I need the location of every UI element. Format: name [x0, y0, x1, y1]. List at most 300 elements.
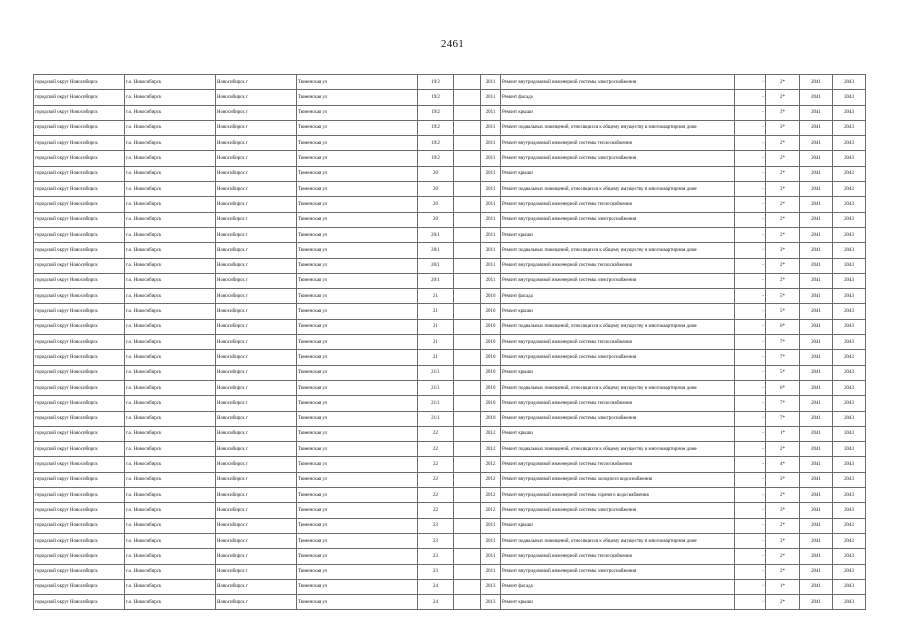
- cell-marker: -: [735, 579, 766, 594]
- cell-settlement: Новосибирск г: [216, 136, 297, 151]
- cell-work-type: Ремонт крыши: [501, 595, 735, 610]
- cell-start-year: 2041: [800, 350, 833, 365]
- cell-municipality: г.о. Новосибирск: [125, 533, 216, 548]
- cell-house-number: 20: [418, 166, 454, 181]
- cell-end-year: 2043: [833, 166, 866, 181]
- cell-street: Тюменская ул: [297, 472, 418, 487]
- cell-street: Тюменская ул: [297, 350, 418, 365]
- cell-district: городской округ Новосибирск: [34, 426, 125, 441]
- cell-house-number: 24: [418, 579, 454, 594]
- cell-marker: -: [735, 120, 766, 135]
- cell-district: городской округ Новосибирск: [34, 227, 125, 242]
- cell-settlement: Новосибирск г: [216, 380, 297, 395]
- cell-marker: -: [735, 227, 766, 242]
- cell-end-year: 2043: [833, 579, 866, 594]
- cell-street: Тюменская ул: [297, 442, 418, 457]
- cell-district: городской округ Новосибирск: [34, 335, 125, 350]
- cell-settlement: Новосибирск г: [216, 549, 297, 564]
- cell-municipality: г.о. Новосибирск: [125, 595, 216, 610]
- cell-priority: 2*: [766, 273, 800, 288]
- cell-settlement: Новосибирск г: [216, 212, 297, 227]
- cell-house-number: 21/1: [418, 396, 454, 411]
- cell-municipality: г.о. Новосибирск: [125, 472, 216, 487]
- cell-priority: 3*: [766, 120, 800, 135]
- cell-street: Тюменская ул: [297, 564, 418, 579]
- cell-street: Тюменская ул: [297, 90, 418, 105]
- cell-start-year: 2041: [800, 380, 833, 395]
- cell-priority: 2*: [766, 595, 800, 610]
- cell-street: Тюменская ул: [297, 365, 418, 380]
- cell-building: [454, 120, 481, 135]
- cell-municipality: г.о. Новосибирск: [125, 426, 216, 441]
- cell-priority: 7*: [766, 411, 800, 426]
- cell-district: городской округ Новосибирск: [34, 319, 125, 334]
- cell-street: Тюменская ул: [297, 273, 418, 288]
- cell-district: городской округ Новосибирск: [34, 273, 125, 288]
- cell-year-commissioned: 2012: [481, 442, 501, 457]
- table-row: [34, 488, 866, 503]
- cell-settlement: Новосибирск г: [216, 227, 297, 242]
- cell-work-type: Ремонт внутридомовой инженерной системы электроснабжения: [501, 212, 735, 227]
- cell-marker: -: [735, 396, 766, 411]
- cell-municipality: г.о. Новосибирск: [125, 396, 216, 411]
- cell-municipality: г.о. Новосибирск: [125, 227, 216, 242]
- cell-start-year: 2041: [800, 151, 833, 166]
- cell-priority: 2*: [766, 136, 800, 151]
- cell-year-commissioned: 2011: [481, 212, 501, 227]
- cell-end-year: 2043: [833, 442, 866, 457]
- cell-house-number: 21/1: [418, 380, 454, 395]
- cell-end-year: 2043: [833, 549, 866, 564]
- cell-municipality: г.о. Новосибирск: [125, 457, 216, 472]
- cell-year-commissioned: 2013: [481, 579, 501, 594]
- cell-marker: -: [735, 564, 766, 579]
- cell-house-number: 21: [418, 335, 454, 350]
- cell-settlement: Новосибирск г: [216, 457, 297, 472]
- cell-start-year: 2041: [800, 518, 833, 533]
- table-row: [34, 442, 866, 457]
- cell-house-number: 23: [418, 533, 454, 548]
- cell-district: городской округ Новосибирск: [34, 595, 125, 610]
- cell-district: городской округ Новосибирск: [34, 579, 125, 594]
- cell-work-type: Ремонт крыши: [501, 227, 735, 242]
- cell-priority: 2*: [766, 197, 800, 212]
- table-row: [34, 90, 866, 105]
- cell-priority: 2*: [766, 151, 800, 166]
- cell-end-year: 2043: [833, 289, 866, 304]
- cell-municipality: г.о. Новосибирск: [125, 273, 216, 288]
- cell-priority: 2*: [766, 212, 800, 227]
- cell-year-commissioned: 2012: [481, 472, 501, 487]
- cell-year-commissioned: 2012: [481, 488, 501, 503]
- cell-settlement: Новосибирск г: [216, 182, 297, 197]
- cell-settlement: Новосибирск г: [216, 243, 297, 258]
- cell-house-number: 22: [418, 457, 454, 472]
- cell-settlement: Новосибирск г: [216, 365, 297, 380]
- cell-building: [454, 197, 481, 212]
- cell-building: [454, 457, 481, 472]
- cell-start-year: 2041: [800, 442, 833, 457]
- cell-street: Тюменская ул: [297, 182, 418, 197]
- cell-year-commissioned: 2010: [481, 335, 501, 350]
- cell-start-year: 2041: [800, 396, 833, 411]
- cell-end-year: 2043: [833, 258, 866, 273]
- cell-house-number: 22: [418, 488, 454, 503]
- table-row: [34, 197, 866, 212]
- cell-start-year: 2041: [800, 488, 833, 503]
- cell-district: городской округ Новосибирск: [34, 503, 125, 518]
- cell-settlement: Новосибирск г: [216, 75, 297, 90]
- cell-start-year: 2041: [800, 457, 833, 472]
- cell-house-number: 22: [418, 442, 454, 457]
- cell-work-type: Ремонт внутридомовой инженерной системы теплоснабжения: [501, 197, 735, 212]
- cell-district: городской округ Новосибирск: [34, 442, 125, 457]
- cell-work-type: Ремонт внутридомовой инженерной системы электроснабжения: [501, 564, 735, 579]
- cell-building: [454, 151, 481, 166]
- cell-marker: -: [735, 166, 766, 181]
- cell-work-type: Ремонт подвальных помещений, относящихся к общему имуществу в многоквартирном доме: [501, 319, 735, 334]
- cell-settlement: Новосибирск г: [216, 396, 297, 411]
- cell-settlement: Новосибирск г: [216, 335, 297, 350]
- cell-house-number: 19/2: [418, 75, 454, 90]
- cell-marker: -: [735, 289, 766, 304]
- cell-year-commissioned: 2011: [481, 75, 501, 90]
- cell-end-year: 2043: [833, 227, 866, 242]
- cell-start-year: 2041: [800, 595, 833, 610]
- cell-house-number: 21/1: [418, 411, 454, 426]
- cell-priority: 4*: [766, 457, 800, 472]
- cell-year-commissioned: 2011: [481, 273, 501, 288]
- cell-municipality: г.о. Новосибирск: [125, 503, 216, 518]
- cell-district: городской округ Новосибирск: [34, 365, 125, 380]
- cell-building: [454, 442, 481, 457]
- cell-priority: 3*: [766, 105, 800, 120]
- cell-work-type: Ремонт внутридомовой инженерной системы теплоснабжения: [501, 396, 735, 411]
- table-row: [34, 579, 866, 594]
- cell-marker: -: [735, 549, 766, 564]
- cell-priority: 5*: [766, 365, 800, 380]
- cell-street: Тюменская ул: [297, 335, 418, 350]
- cell-start-year: 2041: [800, 503, 833, 518]
- cell-end-year: 2043: [833, 182, 866, 197]
- cell-district: городской округ Новосибирск: [34, 549, 125, 564]
- cell-start-year: 2041: [800, 319, 833, 334]
- cell-start-year: 2041: [800, 335, 833, 350]
- cell-street: Тюменская ул: [297, 396, 418, 411]
- table-row: [34, 166, 866, 181]
- cell-street: Тюменская ул: [297, 243, 418, 258]
- table-row: [34, 350, 866, 365]
- cell-settlement: Новосибирск г: [216, 90, 297, 105]
- cell-settlement: Новосибирск г: [216, 411, 297, 426]
- cell-building: [454, 182, 481, 197]
- cell-building: [454, 595, 481, 610]
- cell-settlement: Новосибирск г: [216, 166, 297, 181]
- cell-settlement: Новосибирск г: [216, 105, 297, 120]
- cell-year-commissioned: 2011: [481, 90, 501, 105]
- cell-municipality: г.о. Новосибирск: [125, 304, 216, 319]
- cell-marker: -: [735, 365, 766, 380]
- table-row: [34, 75, 866, 90]
- cell-priority: 6*: [766, 319, 800, 334]
- cell-end-year: 2043: [833, 136, 866, 151]
- cell-municipality: г.о. Новосибирск: [125, 411, 216, 426]
- table-row: [34, 243, 866, 258]
- cell-house-number: 20: [418, 182, 454, 197]
- cell-start-year: 2041: [800, 182, 833, 197]
- cell-work-type: Ремонт внутридомовой инженерной системы электроснабжения: [501, 503, 735, 518]
- cell-priority: 3*: [766, 243, 800, 258]
- cell-district: городской округ Новосибирск: [34, 457, 125, 472]
- cell-priority: 5*: [766, 289, 800, 304]
- table-row: [34, 426, 866, 441]
- cell-marker: -: [735, 488, 766, 503]
- cell-start-year: 2041: [800, 273, 833, 288]
- cell-start-year: 2041: [800, 227, 833, 242]
- cell-work-type: Ремонт подвальных помещений, относящихся к общему имуществу в многоквартирном доме: [501, 243, 735, 258]
- table-row: [34, 503, 866, 518]
- cell-work-type: Ремонт фасада: [501, 579, 735, 594]
- cell-priority: 2*: [766, 227, 800, 242]
- cell-municipality: г.о. Новосибирск: [125, 75, 216, 90]
- cell-start-year: 2041: [800, 90, 833, 105]
- cell-municipality: г.о. Новосибирск: [125, 442, 216, 457]
- cell-street: Тюменская ул: [297, 258, 418, 273]
- cell-start-year: 2041: [800, 289, 833, 304]
- cell-building: [454, 426, 481, 441]
- cell-building: [454, 335, 481, 350]
- cell-work-type: Ремонт крыши: [501, 166, 735, 181]
- cell-year-commissioned: 2011: [481, 518, 501, 533]
- cell-marker: -: [735, 212, 766, 227]
- cell-marker: -: [735, 503, 766, 518]
- cell-municipality: г.о. Новосибирск: [125, 289, 216, 304]
- cell-street: Тюменская ул: [297, 120, 418, 135]
- cell-year-commissioned: 2010: [481, 289, 501, 304]
- cell-work-type: Ремонт внутридомовой инженерной системы электроснабжения: [501, 411, 735, 426]
- cell-settlement: Новосибирск г: [216, 151, 297, 166]
- cell-municipality: г.о. Новосибирск: [125, 243, 216, 258]
- table-row: [34, 105, 866, 120]
- cell-district: городской округ Новосибирск: [34, 75, 125, 90]
- cell-marker: -: [735, 273, 766, 288]
- cell-district: городской округ Новосибирск: [34, 533, 125, 548]
- cell-district: городской округ Новосибирск: [34, 304, 125, 319]
- cell-work-type: Ремонт фасада: [501, 289, 735, 304]
- cell-street: Тюменская ул: [297, 426, 418, 441]
- cell-street: Тюменская ул: [297, 75, 418, 90]
- cell-year-commissioned: 2010: [481, 350, 501, 365]
- cell-house-number: 22: [418, 503, 454, 518]
- cell-municipality: г.о. Новосибирск: [125, 197, 216, 212]
- cell-settlement: Новосибирск г: [216, 273, 297, 288]
- cell-building: [454, 472, 481, 487]
- cell-end-year: 2043: [833, 472, 866, 487]
- cell-house-number: 19/2: [418, 90, 454, 105]
- cell-district: городской округ Новосибирск: [34, 488, 125, 503]
- cell-district: городской округ Новосибирск: [34, 136, 125, 151]
- cell-district: городской округ Новосибирск: [34, 151, 125, 166]
- cell-end-year: 2043: [833, 564, 866, 579]
- cell-end-year: 2043: [833, 488, 866, 503]
- table-row: [34, 549, 866, 564]
- cell-municipality: г.о. Новосибирск: [125, 105, 216, 120]
- table-row: [34, 120, 866, 135]
- table-row: [34, 227, 866, 242]
- cell-building: [454, 488, 481, 503]
- cell-municipality: г.о. Новосибирск: [125, 258, 216, 273]
- cell-municipality: г.о. Новосибирск: [125, 549, 216, 564]
- cell-marker: -: [735, 151, 766, 166]
- cell-street: Тюменская ул: [297, 579, 418, 594]
- cell-house-number: 20/1: [418, 258, 454, 273]
- cell-street: Тюменская ул: [297, 411, 418, 426]
- cell-municipality: г.о. Новосибирск: [125, 136, 216, 151]
- cell-work-type: Ремонт подвальных помещений, относящихся к общему имуществу в многоквартирном доме: [501, 442, 735, 457]
- cell-district: городской округ Новосибирск: [34, 166, 125, 181]
- cell-building: [454, 90, 481, 105]
- table-row: [34, 472, 866, 487]
- cell-work-type: Ремонт крыши: [501, 426, 735, 441]
- table-row: [34, 151, 866, 166]
- cell-marker: -: [735, 442, 766, 457]
- cell-work-type: Ремонт подвальных помещений, относящихся к общему имуществу в многоквартирном доме: [501, 120, 735, 135]
- cell-street: Тюменская ул: [297, 166, 418, 181]
- repair-schedule-table: [33, 74, 866, 610]
- cell-district: городской округ Новосибирск: [34, 182, 125, 197]
- cell-year-commissioned: 2012: [481, 503, 501, 518]
- cell-street: Тюменская ул: [297, 227, 418, 242]
- cell-start-year: 2041: [800, 105, 833, 120]
- cell-marker: -: [735, 243, 766, 258]
- cell-work-type: Ремонт внутридомовой инженерной системы холодного водоснабжения: [501, 472, 735, 487]
- cell-priority: 7*: [766, 350, 800, 365]
- cell-street: Тюменская ул: [297, 151, 418, 166]
- cell-priority: 2*: [766, 258, 800, 273]
- cell-district: городской округ Новосибирск: [34, 212, 125, 227]
- cell-building: [454, 411, 481, 426]
- cell-district: городской округ Новосибирск: [34, 396, 125, 411]
- cell-year-commissioned: 2011: [481, 166, 501, 181]
- cell-year-commissioned: 2010: [481, 411, 501, 426]
- cell-work-type: Ремонт внутридомовой инженерной системы электроснабжения: [501, 75, 735, 90]
- cell-building: [454, 243, 481, 258]
- cell-district: городской округ Новосибирск: [34, 564, 125, 579]
- cell-settlement: Новосибирск г: [216, 488, 297, 503]
- page-number: 2461: [440, 38, 465, 50]
- cell-settlement: Новосибирск г: [216, 304, 297, 319]
- cell-street: Тюменская ул: [297, 457, 418, 472]
- cell-start-year: 2041: [800, 75, 833, 90]
- cell-settlement: Новосибирск г: [216, 533, 297, 548]
- cell-priority: 7*: [766, 335, 800, 350]
- cell-marker: -: [735, 595, 766, 610]
- cell-building: [454, 365, 481, 380]
- table-row: [34, 335, 866, 350]
- table-row: [34, 411, 866, 426]
- cell-year-commissioned: 2011: [481, 549, 501, 564]
- cell-house-number: 21: [418, 319, 454, 334]
- cell-end-year: 2043: [833, 212, 866, 227]
- cell-building: [454, 75, 481, 90]
- cell-priority: 3*: [766, 182, 800, 197]
- cell-year-commissioned: 2012: [481, 457, 501, 472]
- table-row: [34, 396, 866, 411]
- cell-start-year: 2041: [800, 136, 833, 151]
- table-row: [34, 457, 866, 472]
- cell-work-type: Ремонт подвальных помещений, относящихся к общему имуществу в многоквартирном доме: [501, 533, 735, 548]
- cell-end-year: 2043: [833, 304, 866, 319]
- cell-house-number: 19/2: [418, 105, 454, 120]
- cell-municipality: г.о. Новосибирск: [125, 212, 216, 227]
- cell-end-year: 2043: [833, 380, 866, 395]
- cell-end-year: 2043: [833, 197, 866, 212]
- cell-end-year: 2043: [833, 350, 866, 365]
- cell-building: [454, 105, 481, 120]
- cell-district: городской округ Новосибирск: [34, 258, 125, 273]
- cell-end-year: 2043: [833, 533, 866, 548]
- cell-year-commissioned: 2011: [481, 258, 501, 273]
- cell-municipality: г.о. Новосибирск: [125, 380, 216, 395]
- cell-settlement: Новосибирск г: [216, 472, 297, 487]
- cell-start-year: 2041: [800, 197, 833, 212]
- cell-municipality: г.о. Новосибирск: [125, 319, 216, 334]
- cell-priority: 2*: [766, 166, 800, 181]
- cell-priority: 2*: [766, 90, 800, 105]
- cell-work-type: Ремонт крыши: [501, 105, 735, 120]
- cell-year-commissioned: 2011: [481, 151, 501, 166]
- cell-priority: 2*: [766, 518, 800, 533]
- cell-building: [454, 380, 481, 395]
- cell-building: [454, 304, 481, 319]
- cell-marker: -: [735, 350, 766, 365]
- cell-end-year: 2043: [833, 120, 866, 135]
- cell-priority: 2*: [766, 75, 800, 90]
- cell-municipality: г.о. Новосибирск: [125, 518, 216, 533]
- cell-priority: 1*: [766, 579, 800, 594]
- cell-marker: -: [735, 197, 766, 212]
- cell-start-year: 2041: [800, 243, 833, 258]
- cell-priority: 2*: [766, 442, 800, 457]
- cell-start-year: 2041: [800, 472, 833, 487]
- cell-settlement: Новосибирск г: [216, 442, 297, 457]
- cell-year-commissioned: 2010: [481, 380, 501, 395]
- cell-year-commissioned: 2010: [481, 365, 501, 380]
- cell-marker: -: [735, 457, 766, 472]
- cell-start-year: 2041: [800, 166, 833, 181]
- cell-settlement: Новосибирск г: [216, 289, 297, 304]
- cell-municipality: г.о. Новосибирск: [125, 579, 216, 594]
- cell-municipality: г.о. Новосибирск: [125, 90, 216, 105]
- cell-priority: 2*: [766, 549, 800, 564]
- cell-settlement: Новосибирск г: [216, 564, 297, 579]
- cell-house-number: 23: [418, 564, 454, 579]
- cell-settlement: Новосибирск г: [216, 426, 297, 441]
- table-row: [34, 289, 866, 304]
- cell-house-number: 20/1: [418, 273, 454, 288]
- cell-marker: -: [735, 182, 766, 197]
- table-row: [34, 182, 866, 197]
- cell-marker: -: [735, 136, 766, 151]
- cell-settlement: Новосибирск г: [216, 350, 297, 365]
- cell-street: Тюменская ул: [297, 136, 418, 151]
- cell-settlement: Новосибирск г: [216, 579, 297, 594]
- cell-marker: -: [735, 518, 766, 533]
- cell-house-number: 21/1: [418, 365, 454, 380]
- cell-year-commissioned: 2011: [481, 120, 501, 135]
- cell-building: [454, 136, 481, 151]
- cell-marker: -: [735, 411, 766, 426]
